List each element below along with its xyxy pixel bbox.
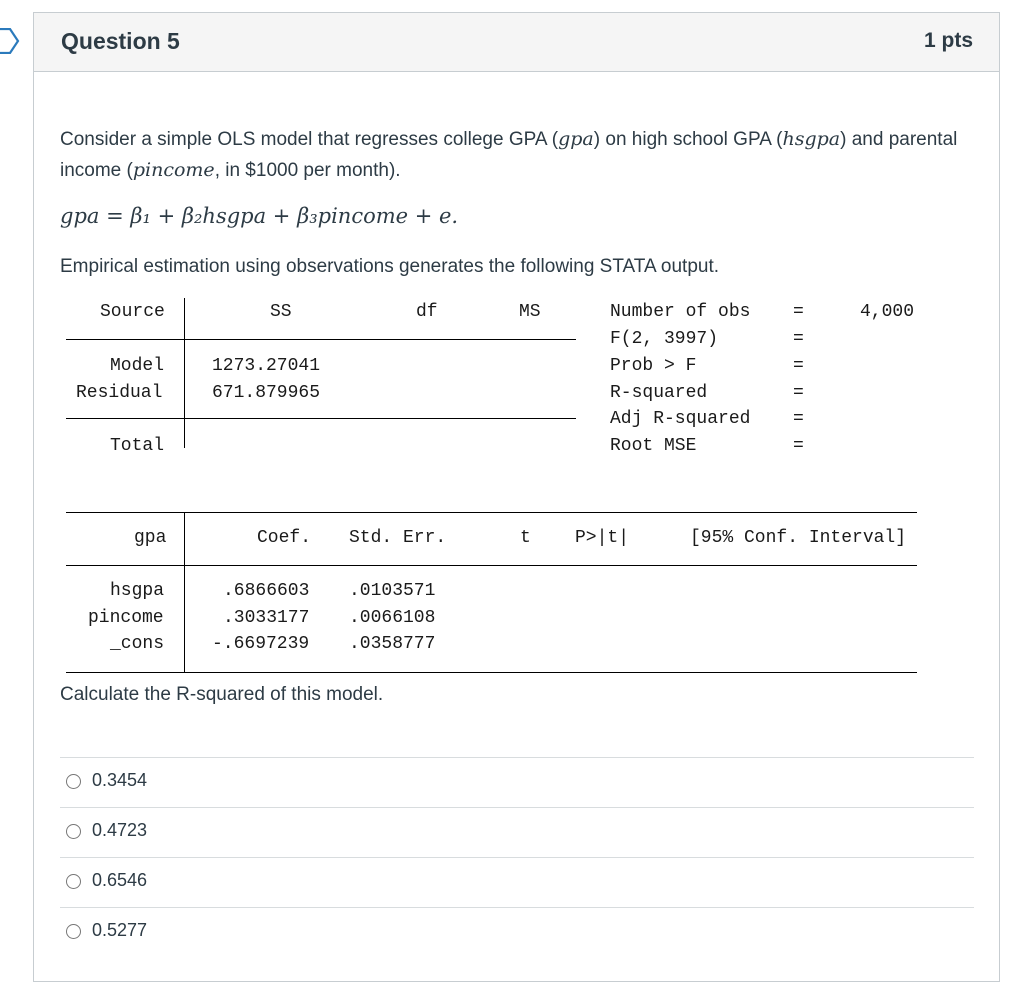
answer-option-label[interactable]: 0.3454	[92, 770, 148, 790]
coefficient-table	[60, 501, 950, 671]
anova-table	[60, 298, 950, 468]
question-points: 1 pts	[923, 29, 973, 52]
answer-option-label[interactable]: 0.4723	[92, 820, 148, 840]
stat-adjr2-label: Adj R-squared	[610, 409, 751, 429]
coef-row-se: .0066108	[349, 608, 436, 628]
anova-header-source: Source	[100, 302, 165, 322]
stat-rmse-label: Root MSE	[610, 436, 697, 456]
radio-button[interactable]	[66, 874, 81, 889]
radio-button[interactable]	[66, 774, 81, 789]
stat-eq: =	[793, 436, 804, 456]
coef-rule	[66, 672, 917, 673]
coef-header-p: P>|t|	[575, 528, 630, 548]
anova-header-ms: MS	[519, 302, 541, 322]
stat-probf-label: Prob > F	[610, 356, 697, 376]
stat-f-label: F(2, 3997)	[610, 329, 719, 349]
coef-header-se: Std. Err.	[349, 528, 447, 548]
coef-rule	[66, 512, 917, 513]
anova-row-model: Model	[110, 356, 165, 376]
anova-header-ss: SS	[270, 302, 292, 322]
coef-row-coef: .6866603	[223, 581, 310, 601]
stat-eq: =	[793, 356, 804, 376]
answer-option[interactable]	[60, 907, 974, 957]
stat-eq: =	[793, 409, 804, 429]
stat-eq: =	[793, 329, 804, 349]
answer-option-label[interactable]: 0.6546	[92, 870, 148, 890]
coef-row-se: .0103571	[349, 581, 436, 601]
radio-button[interactable]	[66, 824, 81, 839]
anova-row-total: Total	[110, 436, 165, 456]
anova-divider	[184, 298, 185, 448]
question-text: Consider a simple OLS model that regresses college GPA (gpa) on high school GPA (hsgpa) and parental income (pincome, in $1000 per month).	[60, 128, 958, 181]
coef-row-coef: .3033177	[223, 608, 310, 628]
anova-header-df: df	[416, 302, 438, 322]
coef-row-coef: -.6697239	[212, 634, 310, 654]
answer-option[interactable]	[60, 807, 974, 857]
radio-button[interactable]	[66, 924, 81, 939]
stat-nobs-value: 4,000	[860, 302, 915, 322]
answer-option[interactable]	[60, 757, 974, 807]
coef-row-se: .0358777	[349, 634, 436, 654]
coef-row-name: hsgpa	[110, 581, 165, 601]
anova-model-ss: 1273.27041	[212, 356, 321, 376]
stat-eq: =	[793, 383, 804, 403]
stat-nobs-label: Number of obs	[610, 302, 751, 322]
question-title: Question 5	[61, 28, 180, 54]
coef-header-ci: [95% Conf. Interval]	[690, 528, 907, 548]
question-header	[34, 13, 999, 72]
stat-r2-label: R-squared	[610, 383, 708, 403]
coef-header-dep: gpa	[134, 528, 167, 548]
anova-row-residual: Residual	[76, 383, 163, 403]
question-ask-text: Calculate the R-squared of this model.	[60, 684, 384, 705]
question-card	[33, 12, 1000, 982]
answer-option[interactable]	[60, 857, 974, 907]
stata-intro-text: Empirical estimation using observations generates the following STATA output.	[60, 256, 720, 277]
bookmark-flag-icon[interactable]	[0, 28, 20, 54]
answer-option-label[interactable]: 0.5277	[92, 920, 148, 940]
model-equation: gpa = β₁ + β₂hsgpa + β₃pincome + e.	[60, 204, 459, 228]
anova-residual-ss: 671.879965	[212, 383, 321, 403]
answer-options	[60, 757, 974, 957]
coef-row-name: pincome	[88, 608, 164, 628]
coef-divider	[184, 512, 185, 673]
coef-header-coef: Coef.	[257, 528, 312, 548]
anova-rule	[66, 418, 576, 419]
coef-row-name: _cons	[110, 634, 165, 654]
stat-eq: =	[793, 302, 804, 322]
coef-header-t: t	[520, 528, 531, 548]
anova-rule	[66, 339, 576, 340]
coef-rule	[66, 565, 917, 566]
